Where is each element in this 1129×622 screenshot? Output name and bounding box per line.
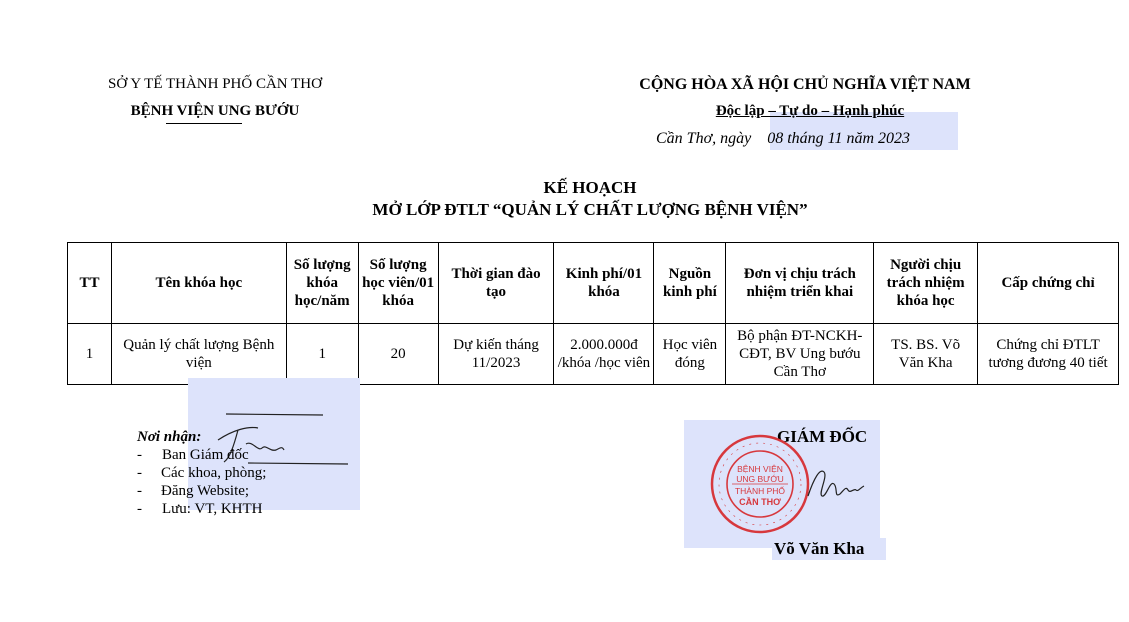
director-name: Võ Văn Kha bbox=[774, 539, 865, 558]
date-year: năm 2023 bbox=[846, 130, 911, 147]
director-signature bbox=[800, 458, 870, 508]
date-month-word: tháng bbox=[787, 130, 824, 147]
col-header-courses-per-year: Số lượng khóa học/năm bbox=[286, 243, 358, 324]
recipients-block bbox=[137, 428, 266, 518]
col-header-students-per-course: Số lượng học viên/01 khóa bbox=[358, 243, 438, 324]
seal-line-3: THÀNH PHỐ bbox=[734, 486, 786, 496]
document-date: Cần Thơ, ngày 08 tháng 11 năm 2023 bbox=[656, 130, 911, 147]
cell-funding-source: Học viên đóng bbox=[654, 324, 726, 385]
plan-subtitle: MỞ LỚP ĐTLT “QUẢN LÝ CHẤT LƯỢNG BỆNH VIỆN” bbox=[372, 200, 808, 219]
list-item: - Đăng Website; bbox=[137, 483, 250, 499]
national-motto: Độc lập – Tự do – Hạnh phúc bbox=[715, 103, 905, 119]
cell-responsible-person: TS. BS. Võ Văn Kha bbox=[874, 324, 978, 385]
cell-tt: 1 bbox=[68, 324, 112, 385]
col-header-training-time: Thời gian đào tạo bbox=[438, 243, 554, 324]
seal-line-2: UNG BƯỚU bbox=[736, 474, 784, 484]
table-row bbox=[68, 324, 1119, 385]
cell-course-name: Quản lý chất lượng Bệnh viện bbox=[111, 324, 286, 385]
date-day: 08 bbox=[767, 130, 784, 147]
nation-title: CỘNG HÒA XÃ HỘI CHỦ NGHĨA VIỆT NAM bbox=[639, 76, 971, 93]
cell-responsible-unit: Bộ phận ĐT-NCKH-CĐT, BV Ung bướu Cần Thơ bbox=[726, 324, 874, 385]
director-title: GIÁM ĐỐC bbox=[777, 427, 868, 446]
list-item: - Các khoa, phòng; bbox=[137, 465, 267, 481]
col-header-tt: TT bbox=[68, 243, 112, 324]
plan-title: KẾ HOẠCH bbox=[543, 178, 637, 197]
col-header-certificate: Cấp chứng chỉ bbox=[978, 243, 1119, 324]
table-header-row bbox=[68, 243, 1119, 324]
list-item: - Ban Giám đốc bbox=[137, 447, 249, 463]
hospital-underline bbox=[166, 123, 242, 124]
seal-line-1: BỆNH VIỆN bbox=[737, 464, 783, 474]
cell-training-time: Dự kiến tháng 11/2023 bbox=[438, 324, 554, 385]
department-name: SỞ Y TẾ THÀNH PHỐ CẦN THƠ bbox=[108, 76, 322, 92]
col-header-course-name: Tên khóa học bbox=[111, 243, 286, 324]
date-month: 11 bbox=[827, 130, 843, 147]
col-header-responsible-unit: Đơn vị chịu trách nhiệm triển khai bbox=[726, 243, 874, 324]
recipients-label: Nơi nhận: bbox=[137, 429, 202, 445]
cell-courses-per-year: 1 bbox=[286, 324, 358, 385]
list-item: - Lưu: VT, KHTH bbox=[137, 501, 263, 517]
hospital-name: BỆNH VIỆN UNG BƯỚU bbox=[130, 103, 300, 119]
cell-certificate: Chứng chỉ ĐTLT tương đương 40 tiết bbox=[978, 324, 1119, 385]
col-header-fee: Kinh phí/01 khóa bbox=[554, 243, 654, 324]
official-seal-icon bbox=[708, 432, 812, 536]
seal-line-4: CẦN THƠ bbox=[739, 497, 781, 507]
plan-table bbox=[67, 242, 1119, 385]
col-header-responsible-person: Người chịu trách nhiệm khóa học bbox=[874, 243, 978, 324]
cell-fee: 2.000.000đ /khóa /học viên bbox=[554, 324, 654, 385]
col-header-funding-source: Nguồn kinh phí bbox=[654, 243, 726, 324]
cell-students-per-course: 20 bbox=[358, 324, 438, 385]
